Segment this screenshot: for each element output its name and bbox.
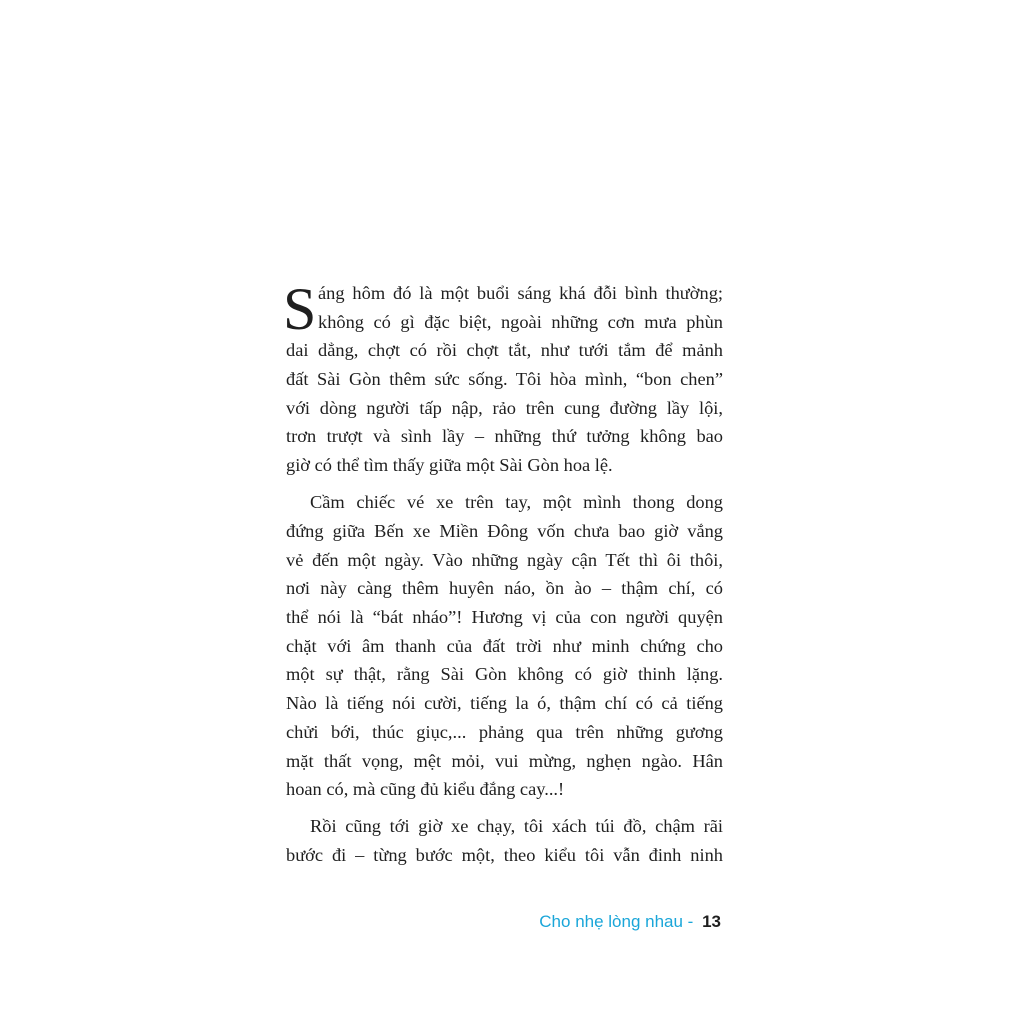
text-line: với dòng người tấp nập, rảo trên cung đường lầy lội, <box>286 397 723 418</box>
text-line: thể nói là “bát nháo”! Hương vị của con người quyện <box>286 607 723 628</box>
running-title: Cho nhẹ lòng nhau - <box>539 912 694 931</box>
paragraph-2 <box>286 488 723 804</box>
text-line: mặt thất vọng, mệt mỏi, vui mừng, nghẹn ngào. Hân <box>286 750 723 771</box>
text-line: Rồi cũng tới giờ xe chạy, tôi xách túi đồ, chậm rãi <box>310 816 723 837</box>
text-line: đứng giữa Bến xe Miền Đông vốn chưa bao giờ vắng <box>286 521 723 541</box>
text-line: dai dẳng, chợt có rồi chợt tắt, như tưới tắm để mảnh <box>286 340 723 361</box>
body-text <box>283 276 723 870</box>
text-line: chặt với âm thanh của đất trời như minh chứng cho <box>286 635 723 656</box>
drop-cap: S <box>283 276 317 342</box>
text-line: bước đi – từng bước một, theo kiểu tôi vẫn đinh ninh <box>286 845 723 866</box>
paragraph-3 <box>286 812 723 869</box>
text-line: không có gì đặc biệt, ngoài những cơn mưa phùn <box>318 311 723 332</box>
text-line: đất Sài Gòn thêm sức sống. Tôi hòa mình, “bon chen” <box>286 369 723 390</box>
text-line: nơi này càng thêm huyên náo, ồn ào – thậm chí, có <box>286 578 723 599</box>
text-line: trơn trượt và sình lầy – những thứ tưởng không bao <box>286 426 723 447</box>
text-line: Cầm chiếc vé xe trên tay, một mình thong dong <box>310 492 723 513</box>
text-line: áng hôm đó là một buổi sáng khá đỗi bình thường; <box>318 283 723 303</box>
text-line: giờ có thể tìm thấy giữa một Sài Gòn hoa lệ. <box>286 455 613 476</box>
text-line: một sự thật, rằng Sài Gòn không có giờ thinh lặng. <box>286 664 723 685</box>
text-line: Nào là tiếng nói cười, tiếng la ó, thậm chí có cả tiếng <box>286 693 723 714</box>
page-number: 13 <box>702 912 721 931</box>
text-line: hoan có, mà cũng đủ kiểu đắng cay...! <box>286 779 565 800</box>
paragraph-1 <box>283 276 723 480</box>
text-line: vẻ đến một ngày. Vào những ngày cận Tết thì ôi thôi, <box>286 549 723 570</box>
text-line: chửi bới, thúc giục,... phảng qua trên những gương <box>286 721 723 742</box>
page-footer <box>539 912 721 932</box>
